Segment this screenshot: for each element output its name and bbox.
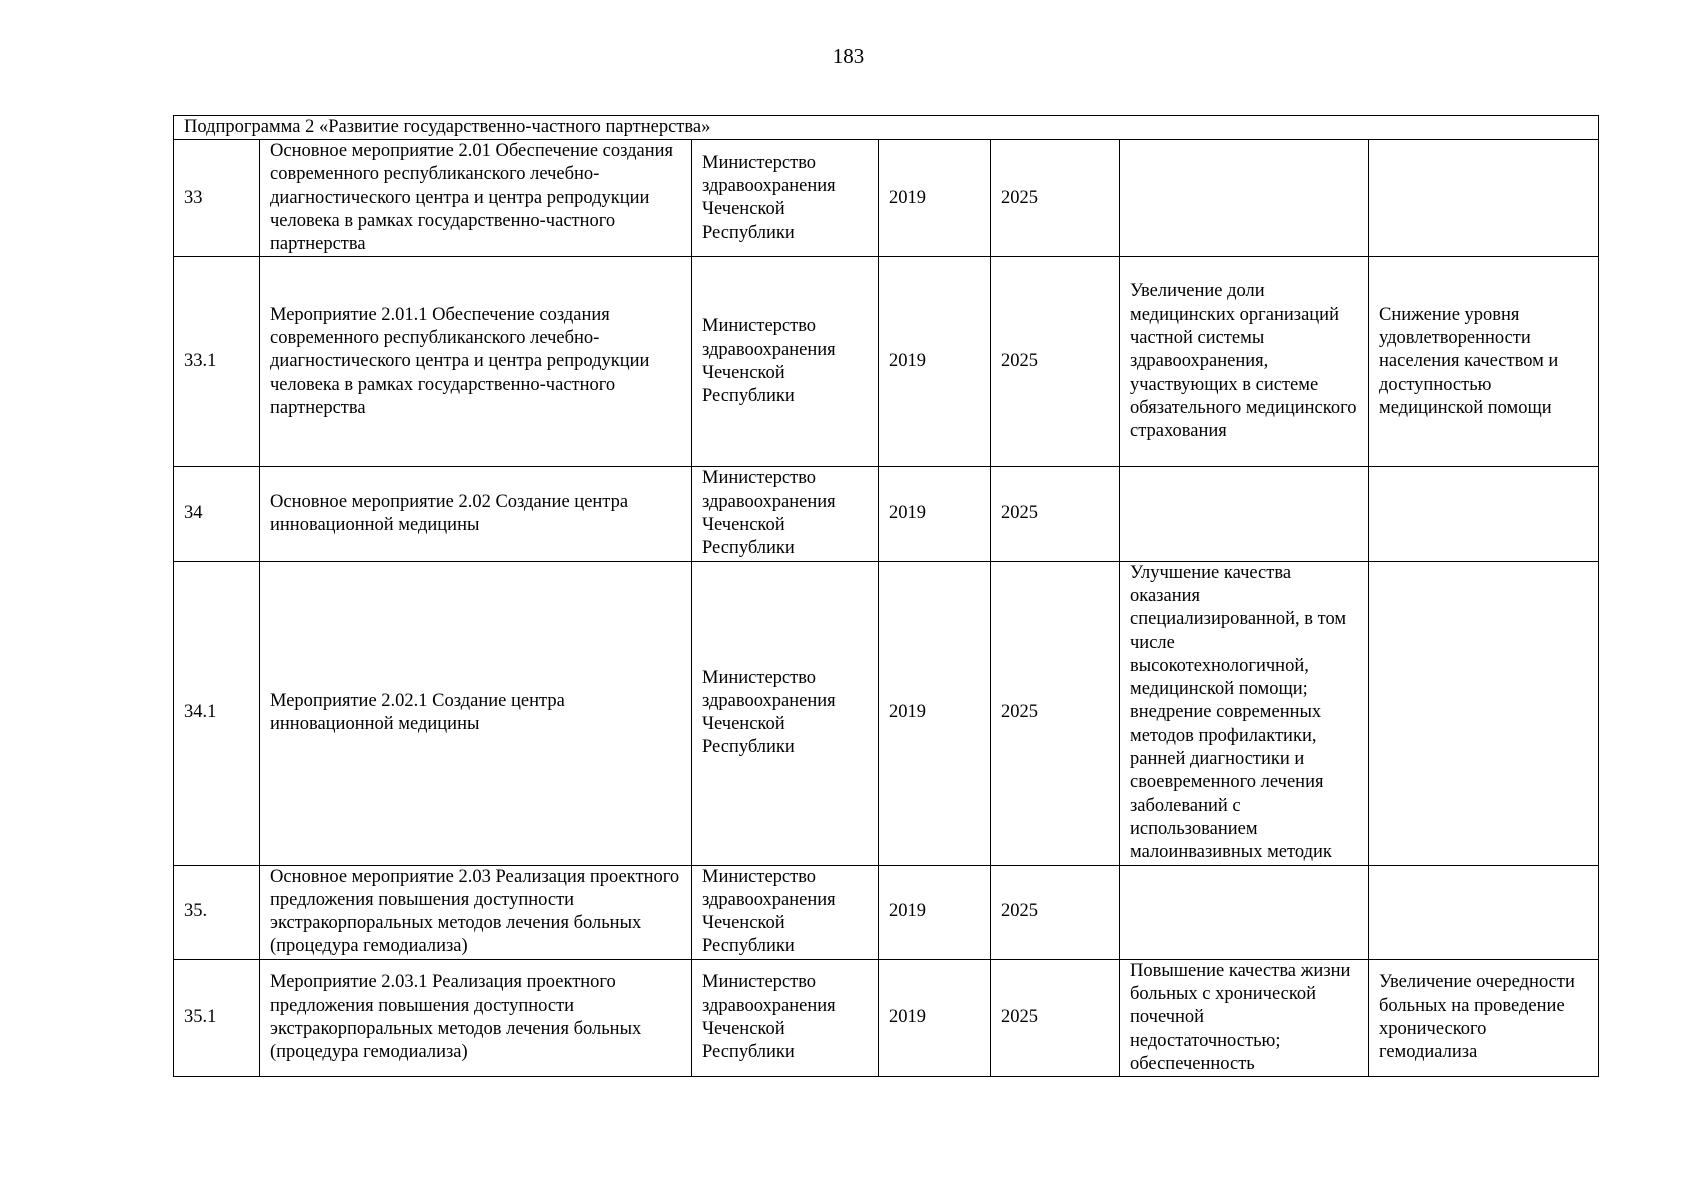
subprogram-title: Подпрограмма 2 «Развитие государственно-частного партнерства» — [174, 116, 1599, 140]
start-year: 2019 — [879, 561, 991, 865]
expected-result: Повышение качества жизни больных с хронической почечной недостаточностью; обеспеченность — [1120, 959, 1369, 1076]
executor: Министерство здравоохранения Чеченской Республики — [692, 140, 879, 257]
start-year: 2019 — [879, 257, 991, 467]
row-number: 34 — [174, 467, 260, 561]
executor: Министерство здравоохранения Чеченской Республики — [692, 561, 879, 865]
consequence: Снижение уровня удовлетворенности населения качеством и доступностью медицинской помощи — [1369, 257, 1599, 467]
consequence — [1369, 561, 1599, 865]
page-number: 183 — [832, 44, 865, 68]
end-year: 2025 — [991, 467, 1120, 561]
table-row — [174, 561, 1599, 865]
row-number: 33 — [174, 140, 260, 257]
activities-table — [173, 115, 1599, 1077]
start-year: 2019 — [879, 467, 991, 561]
activity-name: Мероприятие 2.03.1 Реализация проектного предложения повышения доступности экстракорпоральных методов лечения больных (процедура гемодиализа) — [260, 959, 692, 1076]
executor: Министерство здравоохранения Чеченской Республики — [692, 865, 879, 959]
executor: Министерство здравоохранения Чеченской Республики — [692, 959, 879, 1076]
table-row — [174, 959, 1599, 1076]
expected-result — [1120, 865, 1369, 959]
start-year: 2019 — [879, 140, 991, 257]
row-number: 35. — [174, 865, 260, 959]
table-row — [174, 257, 1599, 467]
consequence — [1369, 467, 1599, 561]
activity-name: Мероприятие 2.01.1 Обеспечение создания современного республиканского лечебно-диагностического центра и центра репродукции человека в рамках государственно-частного партнерства — [260, 257, 692, 467]
row-number: 33.1 — [174, 257, 260, 467]
subprogram-row — [174, 116, 1599, 140]
end-year: 2025 — [991, 865, 1120, 959]
expected-result — [1120, 467, 1369, 561]
start-year: 2019 — [879, 959, 991, 1076]
end-year: 2025 — [991, 959, 1120, 1076]
end-year: 2025 — [991, 140, 1120, 257]
expected-result — [1120, 140, 1369, 257]
start-year: 2019 — [879, 865, 991, 959]
table-row — [174, 865, 1599, 959]
activity-name: Основное мероприятие 2.01 Обеспечение создания современного республиканского лечебно-диагностического центра и центра репродукции человека в рамках государственно-частного партнерства — [260, 140, 692, 257]
expected-result: Улучшение качества оказания специализированной, в том числе высокотехнологичной, медицинской помощи; внедрение современных методов профилактики, ранней диагностики и своевременного лечения заболеваний с использованием малоинвазивных методик — [1120, 561, 1369, 865]
executor: Министерство здравоохранения Чеченской Республики — [692, 257, 879, 467]
consequence — [1369, 140, 1599, 257]
executor: Министерство здравоохранения Чеченской Республики — [692, 467, 879, 561]
end-year: 2025 — [991, 561, 1120, 865]
end-year: 2025 — [991, 257, 1120, 467]
row-number: 34.1 — [174, 561, 260, 865]
consequence — [1369, 865, 1599, 959]
row-number: 35.1 — [174, 959, 260, 1076]
table-row — [174, 140, 1599, 257]
consequence: Увеличение очередности больных на проведение хронического гемодиализа — [1369, 959, 1599, 1076]
expected-result: Увеличение доли медицинских организаций частной системы здравоохранения, участвующих в системе обязательного медицинского страхования — [1120, 257, 1369, 467]
activity-name: Мероприятие 2.02.1 Создание центра инновационной медицины — [260, 561, 692, 865]
table-row — [174, 467, 1599, 561]
activity-name: Основное мероприятие 2.02 Создание центра инновационной медицины — [260, 467, 692, 561]
activity-name: Основное мероприятие 2.03 Реализация проектного предложения повышения доступности экстракорпоральных методов лечения больных (процедура гемодиализа) — [260, 865, 692, 959]
